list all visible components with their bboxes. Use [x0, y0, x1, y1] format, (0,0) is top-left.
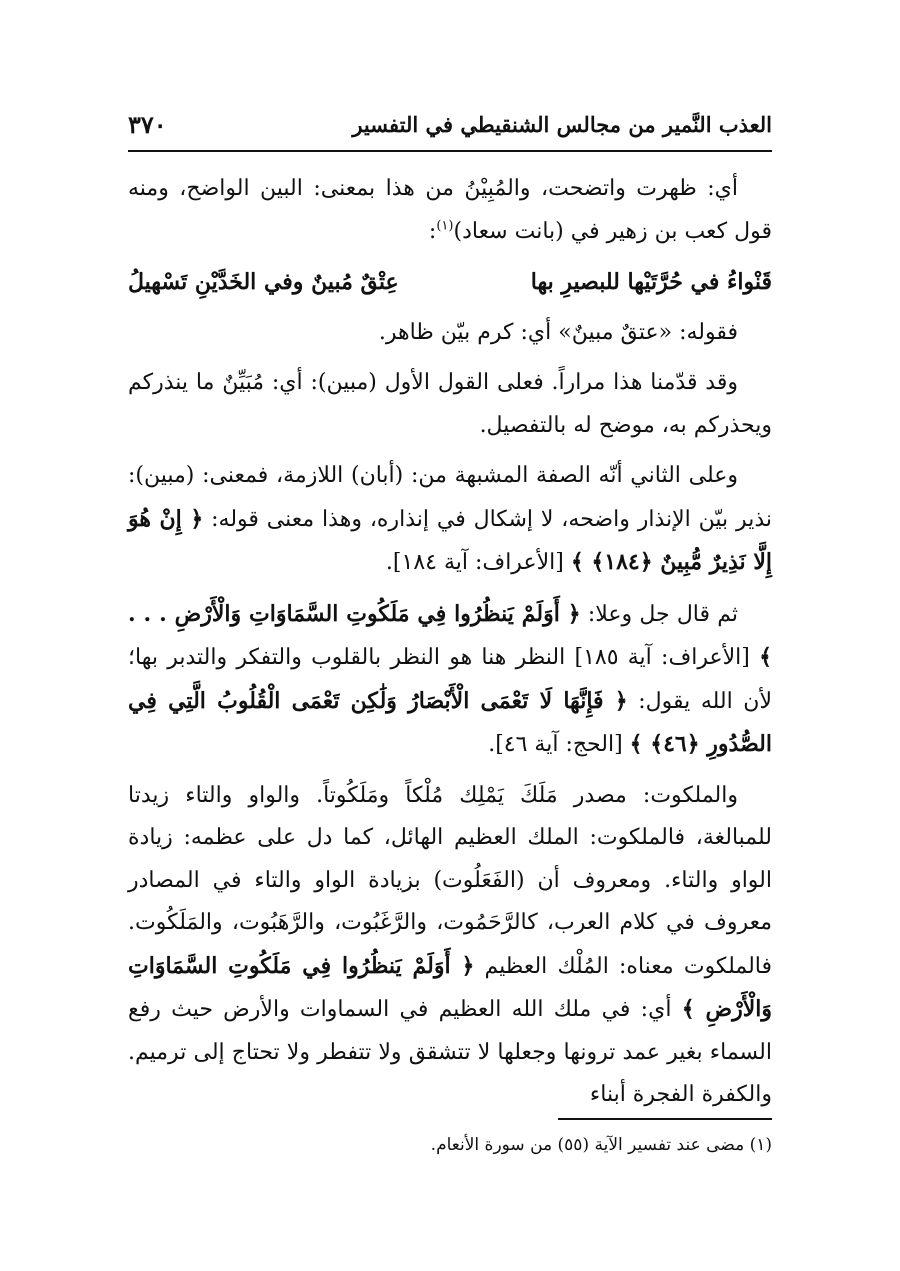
paragraph-1: [128, 168, 772, 253]
quran-quote: ﴿ إِنْ هُوَ إِلَّا نَذِيرٌ مُّبِينٌ ﴿١٨٤﴾ ﴾: [128, 505, 772, 575]
verse-reference: [الحج: آية ٤٦].: [488, 732, 623, 757]
paragraph-5-text: [الأعراف: آية ١٨٥] النظر هنا هو النظر بالقلوب والتفكر والتدبر بها؛ لأن الله يقول:: [128, 645, 772, 714]
page-number: ٣٧٠: [128, 110, 167, 139]
paragraph-2: فقوله: «عتقٌ مبينٌ» أي: كرم بيّن ظاهر.: [378, 319, 738, 345]
paragraph-1-tail: :: [428, 218, 437, 244]
paragraph-4-text: وعلى الثاني أنّه الصفة المشبهة من: (أبان) اللازمة، فمعنى: (مبين): نذير بيّن الإنذار واضحه، لا إشكال في إنذاره، وهذا معنى قوله:: [128, 463, 772, 532]
footnote-marker: (١): [436, 218, 454, 234]
paragraph-6: [128, 775, 772, 1117]
paragraph-3: وقد قدّمنا هذا مراراً. فعلى القول الأول (مبين): أي: مُبَيِّنٌ ما ينذركم ويحذركم به، موضح له بالتفصيل.: [128, 370, 772, 438]
paragraph-1-text: أي: ظهرت واتضحت، والمُبِيْنُ من هذا بمعنى: البين الواضح، ومنه قول كعب بن زهير في (بانت سعاد): [128, 176, 772, 244]
footnote: (١) مضى عند تفسير الآية (٥٥) من سورة الأنعام.: [430, 1135, 772, 1155]
header-title: العذب النَّمير من مجالس الشنقيطي في التفسير: [352, 112, 772, 137]
quran-quote: ﴿ فَإِنَّهَا لَا تَعْمَى الْأَبْصَارُ وَلَٰكِن تَعْمَى الْقُلُوبُ الَّتِي فِي الصُّدُورِ ﴿٤٦﴾ ﴾: [128, 687, 772, 757]
quran-quote: ﴿ أَوَلَمْ يَنظُرُوا فِي مَلَكُوتِ السَّمَاوَاتِ وَالْأَرْضِ ﴾: [128, 952, 772, 1022]
header-rule: [128, 150, 772, 152]
verse-reference: [الأعراف: آية ١٨٤].: [385, 550, 564, 575]
footnote-rule: [558, 1118, 772, 1120]
poetry-verse: [128, 261, 772, 304]
paragraph-5: [128, 593, 772, 767]
main-text: [128, 168, 772, 1125]
quran-quote: ﴿ أَوَلَمْ يَنظُرُوا فِي مَلَكُوتِ السَّمَاوَاتِ وَالْأَرْضِ . . . ﴾: [128, 600, 773, 670]
running-header: [128, 110, 772, 148]
paragraph-6-text: والملكوت: مصدر مَلَكَ يَمْلِك مُلْكاً ومَلَكُوتاً. والواو والتاء زيدتا للمبالغة، فالملكوت: الملك العظيم الهائل، كما دل على عظمه: زيادة الواو والتاء. ومعروف أن (الفَعَلُوت) بزيادة الواو والتاء في المصادر معروف في كلام العرب، كالرَّحَمُوت، والرَّغَبُوت، والرَّهَبُوت، والمَلَكُوت. فالملكوت معناه: المُلْك العظيم: [128, 782, 773, 979]
paragraph-6-tail: أي: في ملك الله العظيم في السماوات والأرض حيث رفع السماء بغير عمد ترونها وجعلها لا تتشقق ولا تتفطر ولا تحتاج إلى ترميم. والكفرة الفجرة أبناء: [128, 997, 772, 1107]
verse-first-hemistich: قَنْواءُ في حُرَّتَيْها للبصيرِ بها: [530, 269, 772, 295]
paragraph-5-intro: ثم قال جل وعلا:: [587, 601, 739, 627]
verse-second-hemistich: عِتْقٌ مُبينٌ وفي الخَدَّيْنِ تَسْهيلُ: [128, 269, 399, 295]
paragraph-4: [128, 455, 772, 585]
